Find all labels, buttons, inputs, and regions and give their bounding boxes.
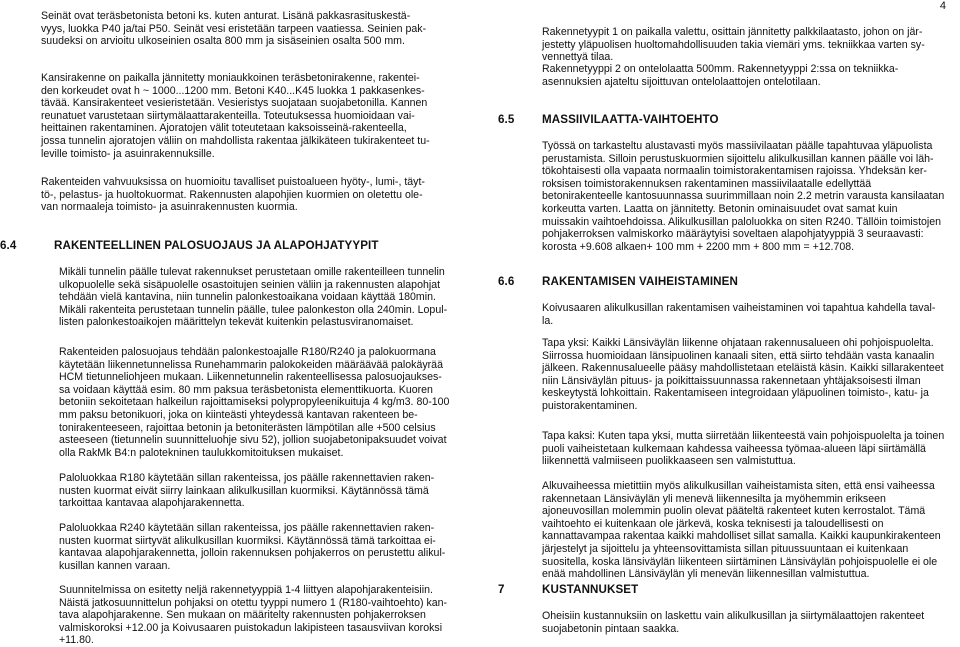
right-para-6 <box>542 430 946 468</box>
section-6-5-number: 6.5 <box>498 113 515 126</box>
left-para-6 <box>59 472 451 510</box>
left-para-5 <box>59 346 451 459</box>
page-number: 4 <box>939 0 946 12</box>
left-para-2-text: Kansirakenne on paikalla jännitetty moniaukkoinen teräsbetonirakenne, rakentei-den korkeudet ovat h ~ 1000...1200 mm. Betoni K40...K45 luokka 1 pakkasenkes-tävää. Kansirakenteet vesieristetään. Vesieristys suojataan suojabetonilla. Kannen reunatuet varustetaan siirtymälaattarakenteilla. Toteutuksessa huomioidaan vai-heittainen rakentaminen. Ajoratojen välit toteutetaan kaksoisseinä-rakenteella, jossa tunnelin ajoratojen väliin on mahdollista rakentaa jälkikäteen tukirakenteet tu-leville toimisto- ja asuinrakennuksille. <box>41 72 430 160</box>
left-para-8 <box>59 584 451 647</box>
section-6-6-title: RAKENTAMISEN VAIHEISTAMINEN <box>542 275 738 288</box>
right-para-3-text: Työssä on tarkasteltu alustavasti myös massiivilaatan päälle tapahtuvaa yläpuolista perustamista. Silloin perustuskuormien sijoittelu alikulkusillan kannen päälle voi läh-tökohtaisesti olla vapaata normaalin toimistorakentamisen rajoissa. Yhdeksän ker-roksisen toimistorakennuksen rakentaminen massiivilaatalle edellyttää betonirakenteelle kantosuunnassa suurimmillaan noin 2.2 metrin varausta kansilaatan korkeutta varten. Laatta on jännitetty. Betonin ominaisuudet ovat samat kuin muissakin vaihtoehdoissa. Alikulkusillan paloluokka on siten R240. Tällöin toimistojen pohjakerroksen valmiskorko määräytyisi soveltaen alapohjatyyppiä 3 seuraavasti: korosta +9.608 alkaen+ 100 mm + 2200 mm + 800 mm = +12.708. <box>542 140 945 253</box>
left-para-4-text: Mikäli tunnelin päälle tulevat rakennukset perustetaan omille rakenteilleen tunnelin ulkopuolelle sekä sisäpuolelle osastoitujen seinien väliin ja rakennusten alapohjat tehdään vielä kantavina, niin tunnelin palonkestoaikana voidaan käyttää 180min. Mikäli rakenteita perustetaan tunnelin päälle, tulee palonkeston olla 240min. Lopul-listen palonkestoaikojen määrittelyn tekevät kuitenkin pelastusviranomaiset. <box>59 266 448 329</box>
left-para-1-text: Seinät ovat teräsbetonista betoni ks. kuten anturat. Lisänä pakkasrasituskestä-vyys, luokka P40 ja/tai P50. Seinät vesi eristetään tarpeen vaatiessa. Seinien pak-suudeksi on arvioitu ulkoseinien osalta 800 mm ja sisäseinien osalta 500 mm. <box>41 10 427 48</box>
section-7-heading <box>498 583 938 599</box>
right-para-1-text: Rakennetyypit 1 on paikalla valettu, osittain jännitetty palkkilaatasto, johon on jär-jestetty yläpuolisen huoltomahdollisuuden takia viemäri yms. tekniikkaa varten sy-vennettyä tilaa. <box>542 26 925 64</box>
left-para-3 <box>41 176 433 214</box>
right-para-3 <box>542 140 946 253</box>
left-para-1 <box>41 10 433 48</box>
right-para-8 <box>542 610 946 635</box>
right-para-4 <box>542 302 946 327</box>
right-para-1 <box>542 26 946 64</box>
right-para-2 <box>542 63 946 88</box>
right-para-7 <box>542 480 946 581</box>
section-6-4-number: 6.4 <box>0 239 17 252</box>
section-6-6-number: 6.6 <box>498 275 515 288</box>
left-para-2 <box>41 72 433 160</box>
left-para-3-text: Rakenteiden vahvuuksissa on huomioitu tavalliset puistoalueen hyöty-, lumi-, täyt-tö-, pelastus- ja huoltokuormat. Rakennusten alapohjien kuormien on oletettu ole-van normaaleja toimisto- ja asuinrakennusten kuormia. <box>41 176 425 214</box>
left-para-8-text: Suunnitelmissa on esitetty neljä rakennetyyppiä 1-4 liittyen alapohjarakenteisiin. Näistä jatkosuunnittelun pohjaksi on otettu tyyppi numero 1 (R180-vaihtoehto) kan-tava alapohjarakenne. Sen mukaan on määritelty rakennusten pohjakerroksen valmiskoroksi +12.00 ja Koivusaaren puistokadun lakipisteen tasausviivan koroksi +11.80. <box>59 584 448 647</box>
left-para-4 <box>59 266 451 329</box>
left-para-7-text: Paloluokkaa R240 käytetään sillan rakenteissa, jos päälle rakennettavien raken-nusten kuormat siirtyvät alikulkusillan kuormiksi. Käytännössä tämä tarkoittaa ei-kantavaa alapohjarakennetta, jolloin rakennuksen pohjakerros on perustettu alikul-kusillan kannen varaan. <box>59 522 446 572</box>
left-para-6-text: Paloluokkaa R180 käytetään sillan rakenteissa, jos päälle rakennettavien raken-nusten kuormat eivät siirry lainkaan alikulkusillan kuormiksi. Käytännössä tämä tarkoittaa kantavaa alapohjarakennetta. <box>59 472 435 510</box>
left-para-7 <box>59 522 451 572</box>
section-6-6-heading <box>498 275 938 291</box>
right-para-4-text: Koivusaaren alikulkusillan rakentamisen vaiheistaminen voi tapahtua kahdella taval-la. <box>542 302 936 327</box>
left-para-5-text: Rakenteiden palosuojaus tehdään palonkestoajalle R180/R240 ja palokuormana käytetään liikennetunnelissa Runehammarin palokokeiden määräävää palokäyrää HCM tietunneliohjeen mukaan. Liikennetunnelin rakenteellisessa palosuojaukses-sa voidaan käyttää esim. 80 mm paksua teräsbetonista elementtikuorta. Kuoren betoniin sekoitetaan halkeilun rajoittamiseksi polypropyleenikuituja 4 kg/m3. 80-100 mm paksu betonikuori, joka on kiinteästi yhteydessä kantavan rakenteen be-tonirakenteeseen, rajoittaa betonin ja betoniterästen lämpötilan alle +500 celsius asteeseen (tietunnelin suunnitteluohje sivu 52), jollion suojabetonipaksuudet voivat olla RakMk B4:n palotekninen taulukkomitoituksen mukaiset. <box>59 346 450 459</box>
right-para-5-text: Tapa yksi: Kaikki Länsiväylän liikenne ohjataan rakennusalueen ohi pohjoispuolelta. Siirrossa huomioidaan länsipuolinen kanaali siten, että siirto tehdään vasta kanaalin jälkeen. Rakennusalueelle pääsy mahdollistetaan eteläistä käsin. Kaikki sillarakenteet niin Länsiväylän pituus- ja poikittaissuunnassa rakennetaan yhtäjaksoisesti ilman keskeytystä lohkoittain. Rakentamiseen integroidaan yläpuolinen toimisto-, katu- ja puistorakentaminen. <box>542 337 944 412</box>
right-para-2-text: Rakennetyyppi 2 on ontelolaatta 500mm. Rakennetyyppi 2:ssa on tekniikka-asennuksien ajateltu sijoittuvan ontelolaattojen ontelotilaan. <box>542 63 899 88</box>
section-6-4-title: RAKENTEELLINEN PALOSUOJAUS JA ALAPOHJATYYPIT <box>54 239 379 252</box>
right-para-6-text: Tapa kaksi: Kuten tapa yksi, mutta siirretään liikenteestä vain pohjoispuolelta ja toinen puoli vaiheistetaan kulkemaan kahdessa vaiheessa työmaa-alueen läpi siirtämällä liikennettä valmiiseen puolikkaaseen sen valmistuttua. <box>542 430 945 468</box>
right-para-5 <box>542 337 946 413</box>
section-6-5-heading <box>498 113 938 129</box>
right-para-7-text: Alkuvaiheessa mietittiin myös alikulkusillan vaiheistamista siten, että ensi vaiheessa rakennetaan Länsiväylän yli menevä liikennesilta ja myöhemmin erikseen ajoneuvosillan molemmin puolin olevat pääteltä rakenteet kuten kerrostalot. Tämä vaihtoehto ei kuitenkaan ole järkevä, koska teknisesti ja taloudellisesti on kannattavampaa rakentaa kaikki mahdolliset sillat samalla. Kaikki kaupunkirakenteen järjestelyt ja sijoittelu ja yhteensovittamista sillan pituussuuntaan ei kuitenkaan suositella, koska länsiväylän liikenteen siirtäminen Länsiväylän pohjoispuolelle ei ole enää mahdollinen Länsiväylän yli menevän liikennesillan valmistuttua. <box>542 480 941 581</box>
section-6-4-heading <box>0 239 440 255</box>
section-6-5-title: MASSIIVILAATTA-VAIHTOEHTO <box>542 113 719 126</box>
right-para-8-text: Oheisiin kustannuksiin on laskettu vain alikulkusillan ja siirtymälaattojen rakenteet suojabetonin pintaan saakka. <box>542 610 925 635</box>
section-7-number: 7 <box>498 583 505 596</box>
section-7-title: KUSTANNUKSET <box>542 583 639 596</box>
